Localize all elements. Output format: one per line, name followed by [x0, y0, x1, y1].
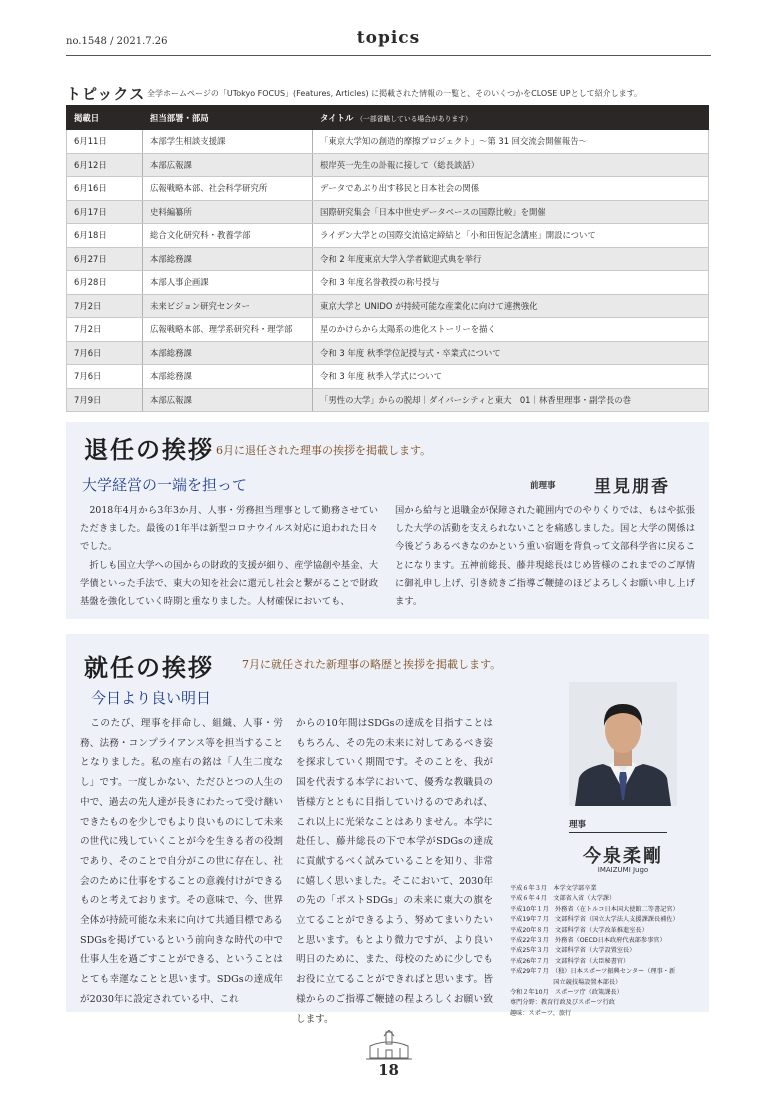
cell-department: 本部総務課: [143, 365, 313, 389]
cell-date: 6月27日: [67, 247, 143, 271]
cell-date: 7月9日: [67, 388, 143, 412]
career-item: 国立競技場設置本部長）: [510, 978, 622, 986]
table-row: [67, 247, 709, 271]
appointment-title: 就任の挨拶: [84, 653, 214, 682]
cell-title: 「東京大学知の創造的摩擦プロジェクト」～第 31 回交流会開催報告～: [313, 130, 709, 154]
appointment-role: 理事: [569, 820, 587, 830]
career-item: 令和２年10月 スポーツ庁（政策課長）: [510, 989, 623, 997]
table-header-row: [67, 106, 709, 130]
header-divider: [66, 55, 711, 56]
cell-department: 広報戦略本部、社会科学研究所: [143, 177, 313, 201]
table-row: [67, 224, 709, 248]
appointment-name-divider: [569, 832, 667, 833]
career-item: 趣味：スポーツ、旅行: [510, 1009, 572, 1017]
career-item: 平成６年４月 文部省入省（大学課）: [510, 895, 616, 903]
topics-table: [66, 105, 709, 412]
cell-title: 「男性の大学」からの脱却｜ダイバーシティと東大 01｜林香里理事・副学長の巻: [313, 388, 709, 412]
cell-department: 本部学生相談支援課: [143, 130, 313, 154]
cell-department: 史料編纂所: [143, 200, 313, 224]
column-header-date: 掲載日: [67, 106, 143, 130]
column-header-department: 担当部署・部局: [143, 106, 313, 130]
cell-title: ライデン大学との国際交流協定締結と「小和田恆記念講座」開設について: [313, 224, 709, 248]
portrait-illustration: [569, 682, 677, 806]
cell-title: 令和 3 年度 秋季入学式について: [313, 365, 709, 389]
cell-date: 6月17日: [67, 200, 143, 224]
cell-date: 6月11日: [67, 130, 143, 154]
career-item: 平成６年３月 本学文学部卒業: [510, 885, 597, 892]
issue-number: no.1548 / 2021.7.26: [66, 36, 168, 47]
cell-department: 本部人事企画課: [143, 271, 313, 295]
cell-title: 根岸英一先生の訃報に接して（総長談話）: [313, 153, 709, 177]
column-header-title-label: タイトル: [320, 112, 354, 123]
retirement-column-2: 国から給与と退職金が保障された範囲内でのやりくりでは、もはや拡張した大学の活動を支えられないことを痛感しました。国と大学の関係は今後どうあるべきなのかという重い宿題を背負って文部科学省に戻ることになります。五神前総長、藤井現総長はじめ皆様のこれまでのご厚情に御礼申し上げ、引き続きご指導ご鞭撻のほどよろしくお願い申し上げます。: [395, 505, 695, 608]
table-row: [67, 271, 709, 295]
retirement-section: [66, 422, 709, 619]
cell-date: 6月28日: [67, 271, 143, 295]
career-item: 平成25年３月 文部科学省（大学設置室長）: [510, 947, 636, 955]
table-row: [67, 341, 709, 365]
cell-date: 6月16日: [67, 177, 143, 201]
career-item: 平成29年７月 （独）日本スポーツ振興センター（理事・新: [510, 968, 676, 976]
appointment-subtitle: 今日より良い明日: [91, 689, 212, 707]
section-title: topics: [356, 28, 421, 48]
cell-department: 本部広報課: [143, 153, 313, 177]
cell-date: 7月6日: [67, 365, 143, 389]
cell-department: 本部広報課: [143, 388, 313, 412]
table-row: [67, 177, 709, 201]
column-header-title: [313, 106, 709, 130]
cell-date: 6月12日: [67, 153, 143, 177]
retirement-name: 里見朋香: [594, 477, 670, 497]
topics-heading: トピックス: [66, 85, 146, 103]
cell-date: 7月2日: [67, 318, 143, 342]
table-row: [67, 318, 709, 342]
career-item: 平成20年８月 文部科学省（大学改革推進室長）: [510, 926, 648, 934]
cell-title: 東京大学と UNIDO が持続可能な産業化に向けて連携強化: [313, 294, 709, 318]
column-header-title-note: （一部省略している場合があります）: [356, 114, 472, 123]
cell-date: 6月18日: [67, 224, 143, 248]
appointment-column-2: からの10年間はSDGsの達成を目指すことはもちろん、その先の未来に対してあるべき姿を探求していく期間です。そのことを、我が国を代表する本学において、優秀な教職員の皆様方とともに目指していけるのであれば、これ以上に光栄なことはありません。本学に赴任し、藤井総長の下で本学がSDGsの達成に貢献するべく試みていることを知り、非常に嬉しく思いました。そこにおいて、2030年の先の「ポストSDGs」の未来に東大の旗を立てることができるよう、努めてまいりたいと思います。もとより微力ですが、より良い明日のために、また、母校のために少しでもお役に立てることができればと思います。皆様からのご指導ご鞭撻の程よろしくお願い致します。: [296, 718, 493, 1025]
table-row: [67, 294, 709, 318]
career-item: 平成22年３月 外務省（OECD日本政府代表部参事官）: [510, 937, 666, 945]
cell-title: 星のかけらから太陽系の進化ストーリーを描く: [313, 318, 709, 342]
career-item: 平成19年７月 文部科学省（国立大学法人支援課課長補佐）: [510, 916, 679, 924]
table-row: [67, 365, 709, 389]
cell-title: 令和 3 年度名誉教授の称号授与: [313, 271, 709, 295]
retirement-lead: 6月に退任された理事の挨拶を掲載します。: [216, 444, 432, 457]
cell-title: 令和 3 年度 秋季学位記授与式・卒業式について: [313, 341, 709, 365]
career-item: 専門分野：教育行政及びスポーツ行政: [510, 999, 615, 1007]
cell-title: 令和 2 年度東京大学入学者歓迎式典を挙行: [313, 247, 709, 271]
portrait-photo: [569, 682, 677, 806]
career-item: 平成10年１月 外務省（在トルコ日本国大使館二等書記官）: [510, 905, 679, 913]
yasuda-auditorium-icon: [366, 1030, 412, 1064]
retirement-subtitle: 大学経営の一端を担って: [82, 476, 248, 494]
cell-department: 本部総務課: [143, 341, 313, 365]
cell-date: 7月6日: [67, 341, 143, 365]
retirement-column-1: 2018年4月から3年3か月、人事・労務担当理事として勤務させていただきました。最後の1年半は新型コロナウイルス対応に追われた日々でした。 折しも国立大学への国からの財政的支援が細り、産学協創や基金、大学債といった手法で、東大の知を社会に還元し社会と繋がることで財政基盤を強化していく時期と重なりました。人材確保においても、: [80, 505, 378, 608]
table-row: [67, 130, 709, 154]
retirement-title: 退任の挨拶: [84, 435, 214, 464]
table-row: [67, 200, 709, 224]
appointment-lead: 7月に就任された新理事の略歴と挨拶を掲載します。: [242, 658, 502, 671]
cell-department: 広報戦略本部、理学系研究科・理学部: [143, 318, 313, 342]
retirement-role: 前理事: [530, 481, 556, 491]
cell-title: 国際研究集会「日本中世史データベースの国際比較」を開催: [313, 200, 709, 224]
cell-title: データであぶり出す移民と日本社会の関係: [313, 177, 709, 201]
page-number: 18: [378, 1061, 399, 1079]
cell-department: 総合文化研究科・教養学部: [143, 224, 313, 248]
career-list: [510, 884, 679, 1019]
appointment-section: [66, 634, 709, 1025]
appointment-column-1: このたび、理事を拝命し、組織、人事・労務、法務・コンプライアンス等を担当することとなりました。私の座右の銘は「人生二度なし」です。一度しかない、ただひとつの人生の中で、過去の先人達が長きにわたって受け継いできたものを少しでもより良いものにして未来の世代に残していくことが今を生きる者の役割であり、そのことで自分がこの世に存在し、社会のために仕事をすることの意義付けができるものと考えております。その意味で、今、世界全体が持続可能な未来に向けて共通目標であるSDGsを掲げているという前向きな時代の中で仕事人生を過ごすことができる、ということはとても幸運なことと思います。SDGsの達成年が2030年に設定されている中、これ: [80, 718, 283, 1005]
career-item: 平成26年７月 文部科学省（大臣秘書官）: [510, 957, 630, 965]
table-row: [67, 153, 709, 177]
cell-department: 本部総務課: [143, 247, 313, 271]
cell-department: 未来ビジョン研究センター: [143, 294, 313, 318]
topics-description: 全学ホームページの「UTokyo FOCUS」(Features, Articles) に掲載された情報の一覧と、そのいくつかをCLOSE UPとして紹介します。: [147, 89, 642, 98]
appointment-name-roman: IMAIZUMI Jugo: [597, 866, 649, 874]
cell-date: 7月2日: [67, 294, 143, 318]
appointment-name: 今泉柔剛: [583, 846, 663, 867]
table-row: [67, 388, 709, 412]
